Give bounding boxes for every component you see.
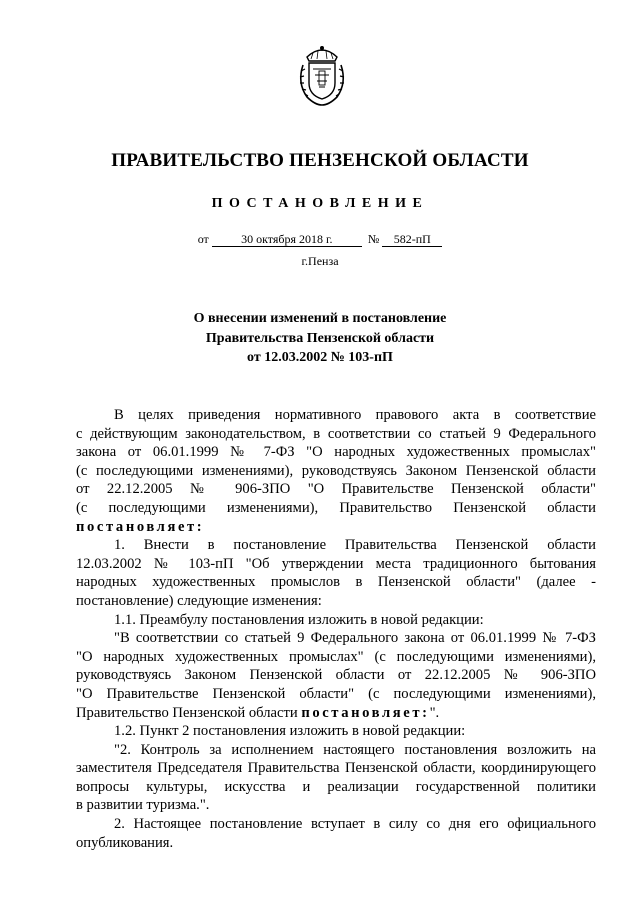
body-text: Правительство Пензенской области bbox=[76, 704, 298, 721]
body-line: руководствуясь Законом Пензенской области от 22.12.2005 № 906-ЗПО bbox=[76, 667, 596, 684]
body-line: от 22.12.2005 № 906-ЗПО "О Правительстве Пензенской области" bbox=[76, 481, 596, 498]
body-line: постановление) следующие изменения: bbox=[76, 592, 322, 609]
document-number: 582-пП bbox=[382, 233, 442, 247]
body-line: 1.1. Преамбулу постановления изложить в новой редакции: bbox=[114, 611, 484, 628]
body-line: "О Правительстве Пензенской области" (с последующими изменениями), bbox=[76, 685, 596, 702]
subject-line: О внесении изменений в постановление bbox=[193, 311, 447, 326]
document-body bbox=[76, 406, 596, 852]
body-line: (с последующими изменениями), руководствуясь Законом Пензенской области bbox=[76, 462, 596, 479]
body-line: 2. Настоящее постановление вступает в силу со дня его официального bbox=[114, 816, 596, 833]
body-line: вопросы культуры, искусства и реализации государственной политики bbox=[76, 778, 596, 795]
body-line bbox=[76, 518, 596, 537]
resolves-keyword: постановляет: bbox=[301, 704, 430, 721]
body-text: ". bbox=[429, 704, 440, 721]
number-label: № bbox=[367, 232, 380, 246]
document-subject bbox=[0, 309, 640, 368]
document-type: ПОСТАНОВЛЕНИЕ bbox=[211, 196, 429, 211]
body-line: "2. Контроль за исполнением настоящего постановления возложить на bbox=[114, 741, 596, 758]
body-line: в развитии туризма.". bbox=[76, 797, 210, 814]
body-line: закона от 06.01.1999 № 7-ФЗ "О народных художественных промыслах" bbox=[76, 444, 596, 461]
date-prefix: от bbox=[197, 232, 209, 246]
body-line bbox=[76, 704, 596, 723]
body-line: 1.2. Пункт 2 постановления изложить в новой редакции: bbox=[114, 723, 466, 740]
body-line: с действующим законодательством, в соответствии со статьей 9 Федерального bbox=[76, 425, 596, 442]
city: г.Пенза bbox=[301, 254, 339, 268]
penza-coat-of-arms-icon bbox=[295, 45, 349, 107]
body-line: "О народных художественных промыслах" (с последующими изменениями), bbox=[76, 648, 596, 665]
date-number-line bbox=[0, 232, 640, 247]
resolves-keyword: постановляет: bbox=[76, 518, 205, 535]
subject-line: от 12.03.2002 № 103-пП bbox=[247, 350, 393, 365]
body-line: В целях приведения нормативного правового акта в соответствие bbox=[114, 407, 596, 423]
body-line: "В соответствии со статьей 9 Федерального закона от 06.01.1999 № 7-ФЗ bbox=[114, 630, 596, 647]
body-line: заместителя Председателя Правительства Пензенской области, координирующего bbox=[76, 760, 596, 777]
body-line: опубликования. bbox=[76, 834, 174, 851]
body-line: народных художественных промыслов в Пензенской области" (далее - bbox=[76, 574, 596, 591]
body-line: (с последующими изменениями), Правительство Пензенской области bbox=[76, 499, 596, 516]
subject-line: Правительства Пензенской области bbox=[205, 330, 435, 346]
government-title: ПРАВИТЕЛЬСТВО ПЕНЗЕНСКОЙ ОБЛАСТИ bbox=[111, 150, 529, 171]
body-line: 12.03.2002 № 103-пП "Об утверждении места традиционного бытования bbox=[76, 555, 596, 572]
body-line: 1. Внести в постановление Правительства Пензенской области bbox=[114, 537, 596, 554]
document-date: 30 октября 2018 г. bbox=[212, 233, 362, 247]
